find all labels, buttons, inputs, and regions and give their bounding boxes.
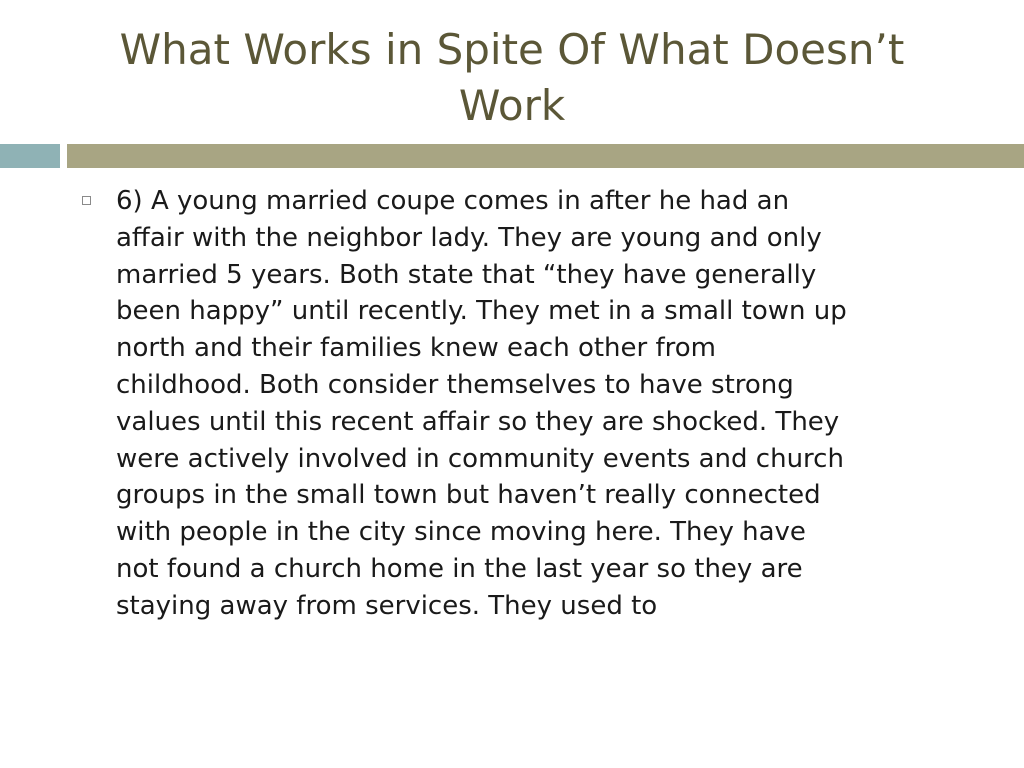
bullet-text-line: childhood. Both consider themselves to have strong: [116, 369, 794, 400]
slide-title: [60, 22, 964, 134]
bullet-text-line: groups in the small town but haven’t really connected: [116, 480, 821, 511]
bullet-list: [80, 183, 980, 625]
accent-bar-left: [0, 144, 60, 168]
slide-title-line: Work: [458, 81, 566, 130]
accent-bar-right: [67, 144, 1024, 168]
hollow-square-bullet-icon: [82, 196, 91, 205]
bullet-text-line: values until this recent affair so they are shocked. They: [116, 406, 840, 437]
slide-title-line: What Works in Spite Of What Doesn’t: [119, 25, 905, 74]
bullet-text-line: affair with the neighbor lady. They are young and only: [116, 222, 822, 253]
bullet-text-line: staying away from services. They used to: [116, 590, 658, 621]
bullet-text-line: not found a church home in the last year so they are: [116, 553, 803, 584]
bullet-text-line: married 5 years. Both state that “they have generally: [116, 259, 817, 290]
bullet-text-line: been happy” until recently. They met in a small town up: [116, 296, 847, 327]
bullet-text-line: were actively involved in community events and church: [116, 443, 844, 474]
bullet-text: [116, 183, 980, 625]
bullet-text-line: with people in the city since moving here. They have: [116, 517, 806, 548]
bullet-item: [80, 183, 980, 625]
bullet-text-line: north and their families knew each other from: [116, 333, 716, 364]
bullet-text-line: 6) A young married coupe comes in after he had an: [116, 186, 790, 216]
